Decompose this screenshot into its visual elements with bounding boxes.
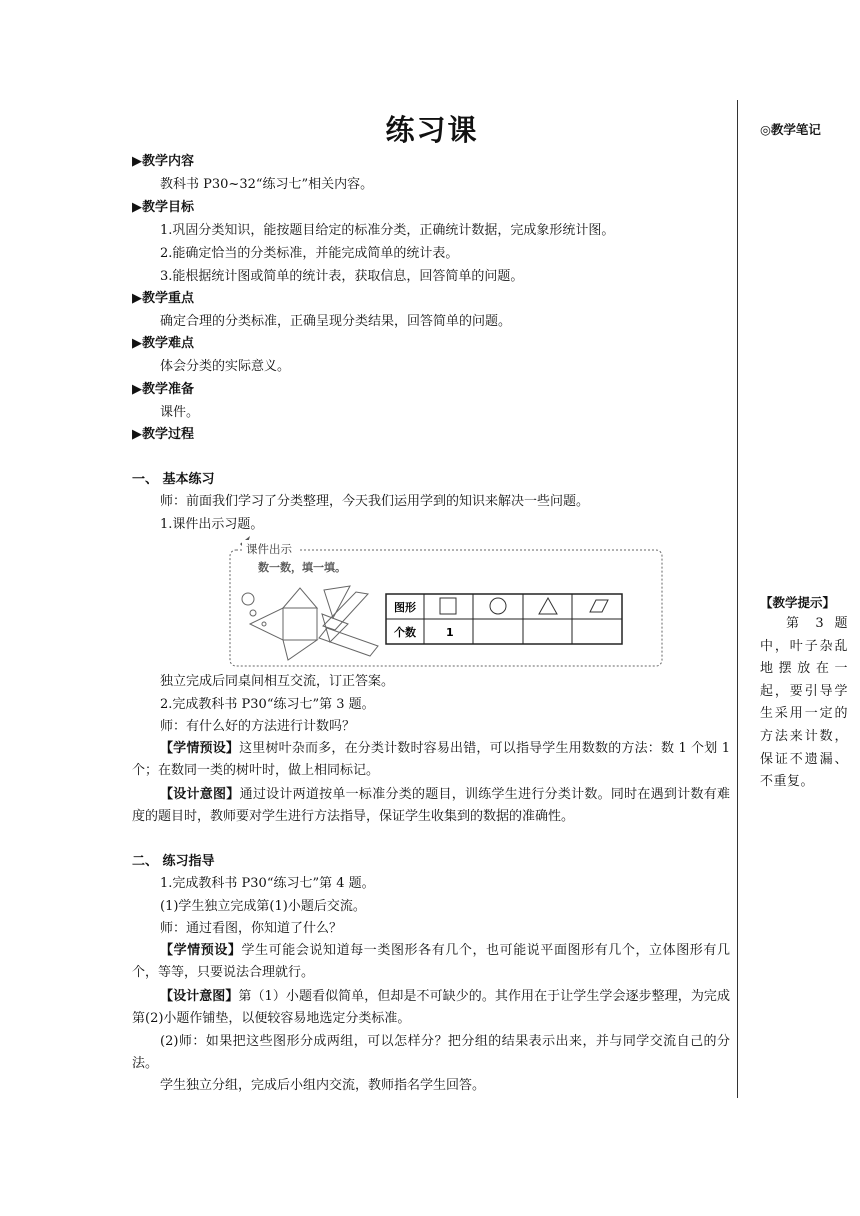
preset-label: 【学情预设】 xyxy=(160,741,240,756)
triangle-bottom-shape xyxy=(283,640,317,660)
part1-intent: 【设计意图】通过设计两道按单一标准分类的题目，训练学生进行分类计数。同时在遇到计数有难度的题目时，教师要对学生进行方法指导，保证学生收集到的数据的准确性。 xyxy=(132,787,730,824)
intent-label: 【设计意图】 xyxy=(160,989,239,1004)
parallelogram-upper-shape xyxy=(323,592,368,630)
triangle-top-shape xyxy=(283,588,317,608)
figure-instruction: 数一数，填一填。 xyxy=(258,561,346,574)
teaching-tip-title: 【教学提示】 xyxy=(760,595,836,610)
table-row2-label: 个数 xyxy=(394,626,416,639)
part2-intent: 【设计意图】第（1）小题看似简单，但却是不可缺少的。其作用在于让学生学会逐步整理，为完成第(2)小题作铺垫，以便较容易地选定分类标准。 xyxy=(132,989,730,1026)
heading-key: ▶教学重点 xyxy=(132,291,194,306)
preset-label: 【学情预设】 xyxy=(160,943,242,958)
part2-heading: 二、 练习指导 xyxy=(132,854,215,869)
parallelogram-icon xyxy=(590,600,608,612)
heading-preparation: ▶教学准备 xyxy=(132,382,194,397)
key-text: 确定合理的分类标准，正确呈现分类结果，回答简单的问题。 xyxy=(160,314,512,329)
square-count: 1 xyxy=(446,626,454,639)
part1-p3: 独立完成后同桌间相互交流，订正答案。 xyxy=(160,674,395,689)
difficulty-text: 体会分类的实际意义。 xyxy=(160,359,291,374)
part2-preset: 【学情预设】学生可能会说知道每一类图形各有几个，也可能说平面图形有几个，立体图形有几个，等等，只要说法合理就行。 xyxy=(132,943,730,980)
parallelogram-lower-shape xyxy=(319,628,378,656)
figure-badge: 课件出示 xyxy=(246,542,292,556)
part1-preset: 【学情预设】这里树叶杂而多，在分类计数时容易出错，可以指导学生用数数的方法：数 1 个划 1 个；在数同一类的树叶时，做上相同标记。 xyxy=(132,741,730,778)
tiny-circle-shape xyxy=(250,610,256,616)
goal-3: 3.能根据统计图或简单的统计表，获取信息，回答简单的问题。 xyxy=(160,269,524,284)
part2-p5: 学生独立分组，完成后小组内交流，教师指名学生回答。 xyxy=(160,1078,486,1093)
teaching-tip-body: 第 3 题中，叶子杂乱地摆放在一起，要引导学生采用一定的方法来计数，保证不遗漏、不重复。 xyxy=(760,616,848,790)
page-title: 练习课 xyxy=(385,113,479,147)
part1-p4: 2.完成教科书 P30“练习七”第 3 题。 xyxy=(160,697,375,712)
wing-bottom-shape xyxy=(322,614,348,642)
part2-p1: 1.完成教科书 P30“练习七”第 4 题。 xyxy=(160,876,375,891)
heading-goals: ▶教学目标 xyxy=(132,200,194,215)
part1-heading: 一、 基本练习 xyxy=(132,472,215,487)
preparation-text: 课件。 xyxy=(160,405,200,420)
part1-p1: 师：前面我们学习了分类整理，今天我们运用学到的知识来解决一些问题。 xyxy=(160,494,590,509)
small-circle-shape xyxy=(242,593,254,605)
goal-1: 1.巩固分类知识，能按题目给定的标准分类，正确统计数据，完成象形统计图。 xyxy=(160,223,615,238)
courseware-figure xyxy=(228,536,664,668)
square-icon xyxy=(440,598,456,614)
heading-process: ▶教学过程 xyxy=(132,427,194,442)
part1-p5: 师：有什么好的方法进行计数吗？ xyxy=(160,719,356,734)
part2-p3: 师：通过看图，你知道了什么？ xyxy=(160,921,343,936)
circle-icon xyxy=(490,598,506,614)
content-text: 教科书 P30~32“练习七”相关内容。 xyxy=(160,177,374,192)
heading-content: ▶教学内容 xyxy=(132,154,194,169)
square-body-shape xyxy=(283,608,317,640)
teaching-notes-label: ◎教学笔记 xyxy=(760,122,821,137)
part2-p4: (2)师：如果把这些图形分成两组，可以怎样分？把分组的结果表示出来，并与同学交流自己的分法。 xyxy=(132,1034,730,1071)
part1-p2: 1.课件出示习题。 xyxy=(160,517,264,532)
table-row1-label: 图形 xyxy=(394,601,416,614)
heading-difficulty: ▶教学难点 xyxy=(132,336,194,351)
goal-2: 2.能确定恰当的分类标准，并能完成简单的统计表。 xyxy=(160,246,459,261)
eye-circle-shape xyxy=(262,622,266,626)
triangle-icon xyxy=(539,598,557,614)
intent-label: 【设计意图】 xyxy=(160,787,240,802)
part2-p2: (1)学生独立完成第(1)小题后交流。 xyxy=(160,899,366,914)
